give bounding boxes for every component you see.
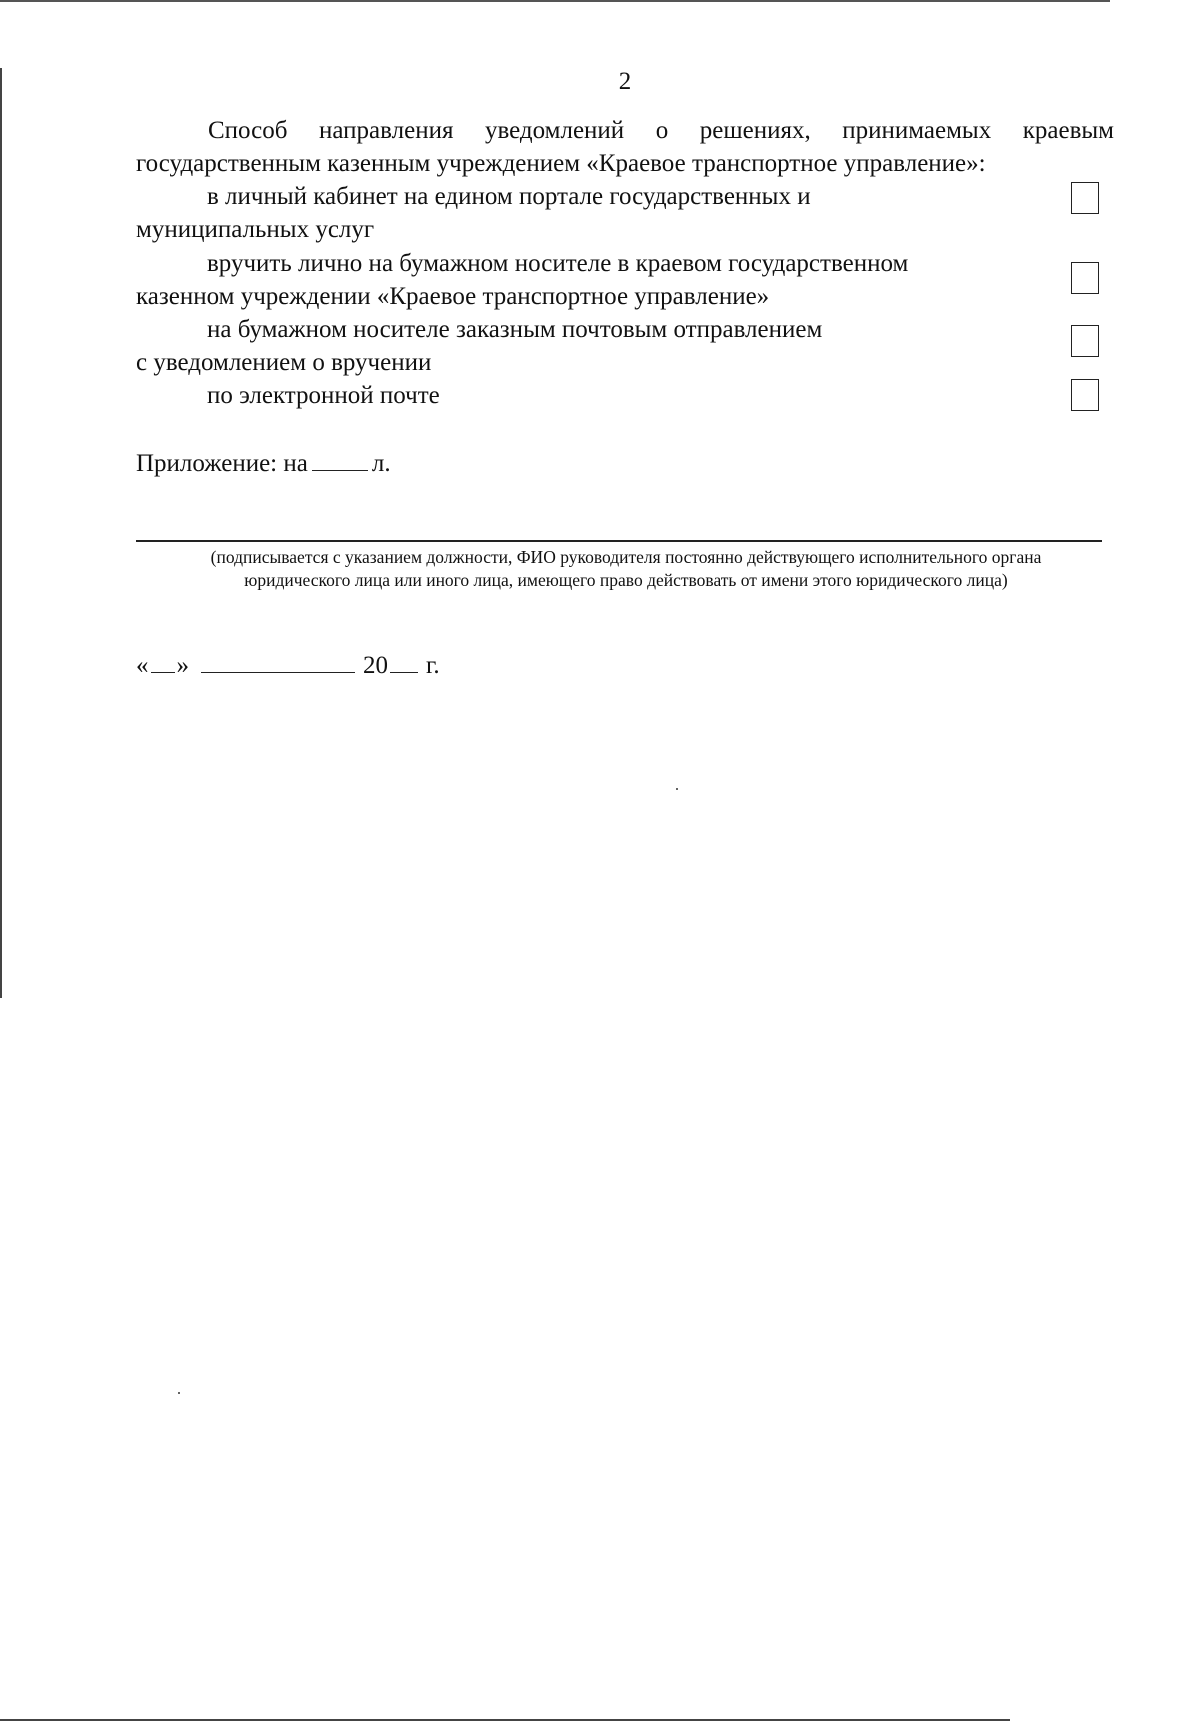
date-month-blank[interactable] [201, 648, 355, 673]
checkbox-in-person[interactable] [1071, 262, 1099, 294]
intro-line-2: государственным казенным учреждением «Краевое транспортное управление»: [136, 150, 986, 177]
intro-line-1: Способ направления уведомлений о решениях, принимаемых краевым [208, 117, 1114, 144]
signature-note-line-1: (подписывается с указанием должности, ФИО руководителя постоянно действующего исполнительного органа [210, 547, 1042, 567]
option-in-person [136, 247, 1036, 313]
scan-speck [178, 1392, 180, 1394]
attachment-prefix: Приложение: на [136, 450, 308, 477]
attachment-line [136, 446, 391, 480]
option-email [136, 379, 1036, 412]
option-line-1: вручить лично на бумажном носителе в краевом государственном [207, 250, 909, 277]
page-number: 2 [618, 68, 632, 95]
date-year-blank[interactable] [390, 648, 418, 673]
date-year-suffix: г. [426, 652, 440, 679]
signature-note-line-2: юридического лица или иного лица, имеющего право действовать от имени этого юридического лица) [244, 570, 1008, 590]
scan-edge-left [0, 68, 2, 998]
scan-edge-bottom [0, 1719, 1010, 1721]
date-line [136, 648, 440, 682]
option-line-2: казенном учреждении «Краевое транспортное управление» [136, 283, 770, 310]
signature-note [136, 546, 1116, 592]
checkbox-email[interactable] [1071, 379, 1099, 411]
scan-speck [676, 788, 678, 790]
scan-edge-top [0, 0, 1110, 2]
option-line-2: муниципальных услуг [136, 216, 375, 243]
option-line-2: с уведомлением о вручении [136, 349, 432, 376]
date-century: 20 [363, 652, 388, 679]
date-day-blank[interactable] [151, 648, 175, 673]
option-line-1: в личный кабинет на едином портале государственных и [207, 183, 811, 210]
date-open-quote: « [136, 652, 149, 679]
notification-method-intro [136, 114, 1114, 180]
date-close-quote: » [176, 652, 189, 679]
attachment-pages-blank[interactable] [312, 446, 368, 471]
option-registered-mail [136, 313, 1036, 379]
checkbox-personal-account[interactable] [1071, 182, 1099, 214]
option-line-1: по электронной почте [207, 382, 440, 409]
signature-line[interactable] [136, 540, 1102, 542]
option-personal-account [136, 180, 1036, 246]
attachment-suffix: л. [371, 450, 391, 477]
checkbox-registered-mail[interactable] [1071, 325, 1099, 357]
option-line-1: на бумажном носителе заказным почтовым отправлением [207, 316, 823, 343]
